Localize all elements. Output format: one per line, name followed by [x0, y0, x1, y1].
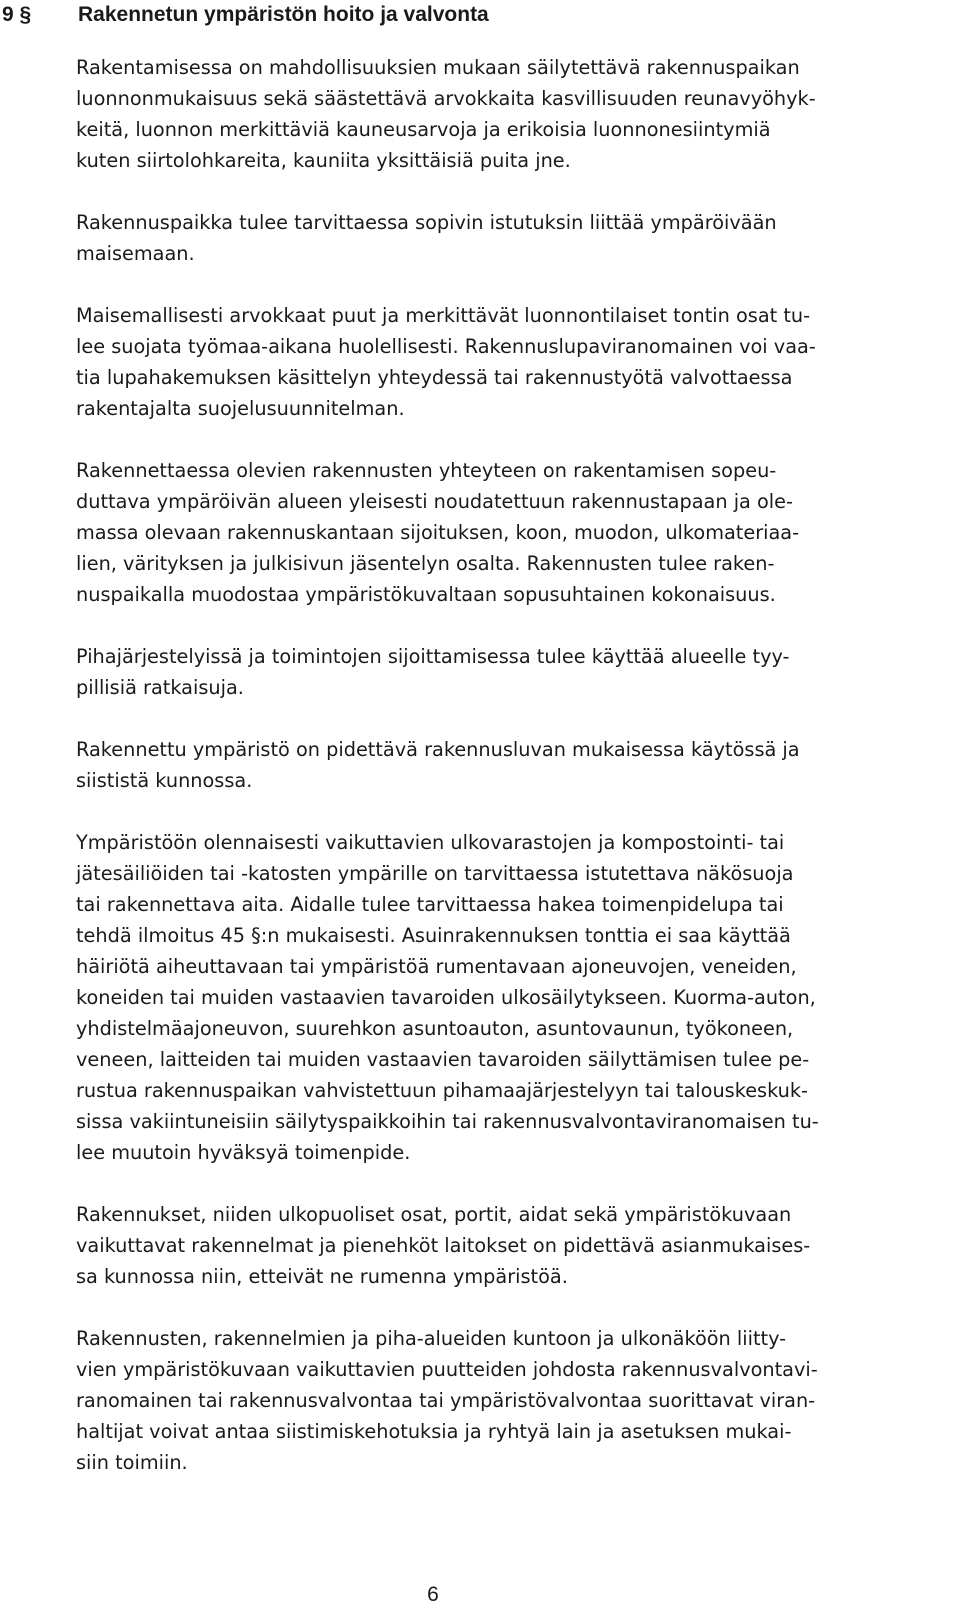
text-line: luonnonmukaisuus sekä säästettävä arvokkaita kasvillisuuden reunavyöhyk- — [76, 87, 816, 110]
paragraph — [76, 827, 942, 1168]
text-line: Pihajärjestelyissä ja toimintojen sijoittamisessa tulee käyttää alueelle tyy- — [76, 645, 790, 668]
text-line: sa kunnossa niin, etteivät ne rumenna ympäristöä. — [76, 1265, 568, 1288]
text-line: lee suojata työmaa-aikana huolellisesti. Rakennuslupaviranomainen voi vaa- — [76, 335, 816, 358]
paragraph — [76, 1323, 942, 1478]
text-line: vaikuttavat rakennelmat ja pienehköt laitokset on pidettävä asianmukaises- — [76, 1234, 811, 1257]
text-line: sissa vakiintuneisiin säilytyspaikkoihin tai rakennusvalvontaviranomaisen tu- — [76, 1110, 819, 1133]
text-line: nuspaikalla muodostaa ympäristökuvaltaan sopusuhtainen kokonaisuus. — [76, 583, 776, 606]
text-line: Maisemallisesti arvokkaat puut ja merkittävät luonnontilaiset tontin osat tu- — [76, 304, 811, 327]
paragraph — [76, 300, 942, 424]
text-line: lien, värityksen ja julkisivun jäsentelyn osalta. Rakennusten tulee raken- — [76, 552, 775, 575]
page-number: 6 — [427, 1583, 439, 1606]
text-line: Rakennusten, rakennelmien ja piha-alueiden kuntoon ja ulkonäköön liitty- — [76, 1327, 787, 1350]
text-line: tai rakennettava aita. Aidalle tulee tarvittaessa hakea toimenpidelupa tai — [76, 893, 784, 916]
text-line: Rakentamisessa on mahdollisuuksien mukaan säilytettävä rakennuspaikan — [76, 56, 800, 79]
text-line: haltijat voivat antaa siistimiskehotuksia ja ryhtyä lain ja asetuksen mukai- — [76, 1420, 792, 1443]
paragraph — [76, 641, 942, 703]
section-number: 9 § — [2, 3, 32, 26]
text-line: tia lupahakemuksen käsittelyn yhteydessä tai rakennustyötä valvottaessa — [76, 366, 793, 389]
text-line: Rakennettaessa olevien rakennusten yhteyteen on rakentamisen sopeu- — [76, 459, 777, 482]
text-line: häiriötä aiheuttavaan tai ympäristöä rumentavaan ajoneuvojen, veneiden, — [76, 955, 797, 978]
text-line: siin toimiin. — [76, 1451, 188, 1474]
paragraph — [76, 1199, 942, 1292]
text-line: massa olevaan rakennuskantaan sijoituksen, koon, muodon, ulkomateriaa- — [76, 521, 800, 544]
text-line: jätesäiliöiden tai -katosten ympärille on tarvittaessa istutettava näkösuoja — [76, 862, 794, 885]
text-line: keitä, luonnon merkittäviä kauneusarvoja ja erikoisia luonnonesiintymiä — [76, 118, 771, 141]
section-title: Rakennetun ympäristön hoito ja valvonta — [78, 3, 489, 26]
text-line: siististä kunnossa. — [76, 769, 253, 792]
paragraph — [76, 455, 942, 610]
paragraph — [76, 207, 942, 269]
text-line: tehdä ilmoitus 45 §:n mukaisesti. Asuinrakennuksen tonttia ei saa käyttää — [76, 924, 791, 947]
text-line: rakentajalta suojelusuunnitelman. — [76, 397, 405, 420]
paragraph — [76, 734, 942, 796]
text-line: kuten siirtolohkareita, kauniita yksittäisiä puita jne. — [76, 149, 571, 172]
text-line: veneen, laitteiden tai muiden vastaavien tavaroiden säilyttämisen tulee pe- — [76, 1048, 810, 1071]
text-line: koneiden tai muiden vastaavien tavaroiden ulkosäilytykseen. Kuorma-auton, — [76, 986, 816, 1009]
text-line: vien ympäristökuvaan vaikuttavien puutteiden johdosta rakennusvalvontavi- — [76, 1358, 818, 1381]
section-heading — [0, 0, 960, 30]
text-line: pillisiä ratkaisuja. — [76, 676, 244, 699]
text-line: rustua rakennuspaikan vahvistettuun pihamaajärjestelyyn tai talouskeskuk- — [76, 1079, 809, 1102]
text-line: yhdistelmäajoneuvon, suurehkon asuntoauton, asuntovaunun, työkoneen, — [76, 1017, 794, 1040]
text-line: duttava ympäröivän alueen yleisesti noudatettuun rakennustapaan ja ole- — [76, 490, 793, 513]
paragraph — [76, 52, 942, 176]
text-line: Ympäristöön olennaisesti vaikuttavien ulkovarastojen ja kompostointi- tai — [76, 831, 785, 854]
text-line: Rakennettu ympäristö on pidettävä rakennusluvan mukaisessa käytössä ja — [76, 738, 800, 761]
text-line: lee muutoin hyväksyä toimenpide. — [76, 1141, 411, 1164]
text-line: ranomainen tai rakennusvalvontaa tai ympäristövalvontaa suorittavat viran- — [76, 1389, 816, 1412]
text-line: maisemaan. — [76, 242, 195, 265]
section-body — [76, 52, 942, 1509]
text-line: Rakennukset, niiden ulkopuoliset osat, portit, aidat sekä ympäristökuvaan — [76, 1203, 792, 1226]
text-line: Rakennuspaikka tulee tarvittaessa sopivin istutuksin liittää ympäröivään — [76, 211, 777, 234]
